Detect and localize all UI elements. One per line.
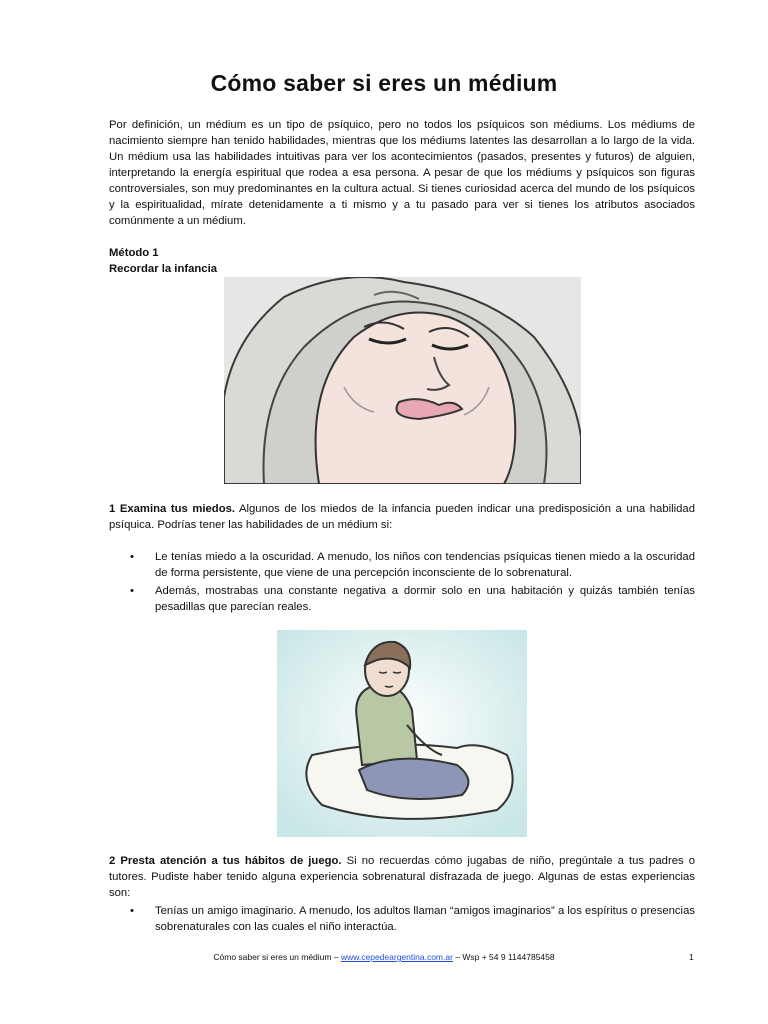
step-1-paragraph [109,501,695,533]
method-title: Recordar la infancia [109,263,217,275]
method-label: Método 1 [109,247,159,259]
list-item: • Le tenías miedo a la oscuridad. A menudo, los niños con tendencias psíquicas tienen miedo a la oscuridad de forma persistente, que viene de una percepción inconsciente de lo sobrenatural. [130,551,695,579]
bullet-icon: • [130,905,134,917]
step-2-heading: 2 Presta atención a tus hábitos de juego. [109,855,342,867]
step-1-bullet-list [109,549,695,617]
footer-prefix: Cómo saber si eres un médium – [213,952,341,962]
page-number: 1 [689,952,694,962]
step-2-paragraph [109,853,695,901]
intro-paragraph: Por definición, un médium es un tipo de psíquico, pero no todos los psíquicos son médiums. Los médiums de nacimiento siempre han tenido habilidades, mientras que los médiums latentes las desarrollan a lo largo de la vida. Un médium usa las habilidades intuitivas para ver los acontecimientos (pasados, presentes y futuros) de alguien, interpretando la energía espiritual que rodea a esa persona. A pesar de que los médiums y psíquicos son figuras controversiales, son muy predominantes en la cultura actual. Si tienes curiosidad acerca del mundo de los psíquicos y la espiritualidad, mírate detenidamente a ti mismo y a tu pasado para ver si tienes los atributos asociados comúnmente a un médium. [109,119,695,227]
step-2-bullet-list [109,903,695,937]
bullet-icon: • [130,585,134,597]
page-title: Cómo saber si eres un médium [210,70,558,96]
footer-contact: – Wsp + 54 9 1144785458 [452,952,555,962]
child-playing-illustration [277,630,527,837]
bullet-icon: • [130,551,134,563]
step-2-text: Si no recuerdas cómo jugabas de niño, pregúntale a tus padres o tutores. Pudiste haber tenido alguna experiencia sobrenatural disfrazada de juego. Algunas de estas experiencias son: [109,855,695,899]
step-1-heading: 1 Examina tus miedos. [109,503,236,515]
step-1-text: Algunos de los miedos de la infancia pueden indicar una predisposición a una habilidad psíquica. Podrías tener las habilidades de un médium si: [109,503,695,531]
footer-website-link[interactable]: www.cepedeargentina.com.ar [340,952,453,962]
method-heading [109,245,217,277]
page-footer [0,952,768,962]
list-item: • Tenías un amigo imaginario. A menudo, los adultos llaman “amigos imaginarios” a los espíritus o presencias sobrenaturales con las cuales el niño interactúa. [130,905,695,933]
list-item: • Además, mostrabas una constante negativa a dormir solo en una habitación y quizás también tenías pesadillas que parecían reales. [130,585,695,613]
crying-baby-illustration [224,277,581,484]
